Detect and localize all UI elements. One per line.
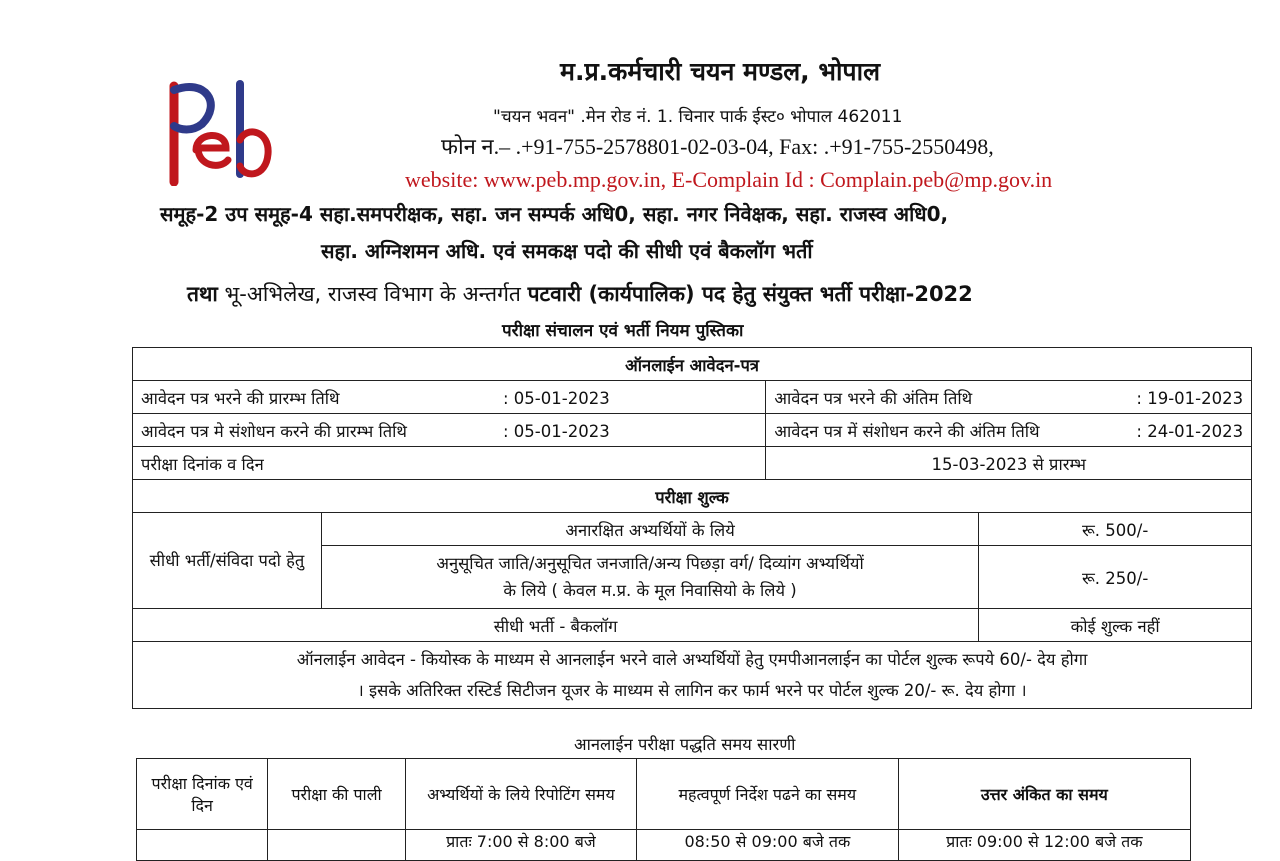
title-line-3-b: भू-अभिलेख, राजस्व विभाग के अन्तर्गत: [217, 282, 528, 306]
fee-row-3-label: सीधी भर्ती - बैकलॉग: [133, 609, 979, 642]
title-line-1: समूह-2 उप समूह-4 सहा.समपरीक्षक, सहा. जन सम्पर्क अधि0, सहा. नगर निवेक्षक, सहा. राजस्व अधि0,: [160, 202, 949, 226]
form-last-label: आवेदन पत्र भरने की अंतिम तिथि: [774, 388, 973, 408]
org-website[interactable]: website: www.peb.mp.gov.in, E-Complain Id : Complain.peb@mp.gov.in: [405, 167, 1053, 192]
form-last-value: : 19-01-2023: [1136, 388, 1244, 408]
peb-logo: [162, 74, 274, 186]
edit-start-label: आवेदन पत्र मे संशोधन करने की प्रारम्भ तिथि: [141, 421, 407, 441]
schedule-col-reporting: अभ्यर्थियों के लिये रिपोटिंग समय: [405, 759, 636, 830]
schedule-heading: आनलाईन परीक्षा पद्धति समय सारणी: [574, 735, 796, 754]
schedule-col-answer: उत्तर अंकित का समय: [898, 759, 1190, 830]
form-start-label: आवेदन पत्र भरने की प्रारम्भ तिथि: [141, 388, 340, 408]
schedule-cell: [268, 830, 405, 861]
fee-note-a: ऑनलाईन आवेदन - कियोस्क के माध्यम से आनलाईन भरने वाले अभ्यर्थियों हेतु एमपीआनलाईन का पोर्टल शुल्क रूपये 60/- देय होगा: [296, 650, 1088, 669]
fee-row-2-label: [322, 546, 979, 609]
form-start-value: : 05-01-2023: [503, 388, 610, 408]
org-name: म.प्र.कर्मचारी चयन मण्डल, भोपाल: [560, 57, 881, 86]
schedule-cell: 08:50 से 09:00 बजे तक: [636, 830, 898, 861]
fee-category: सीधी भर्ती/संविदा पदो हेतु: [133, 513, 322, 609]
online-form-heading: ऑनलाईन आवेदन-पत्र: [133, 348, 1252, 381]
title-line-3-c: पटवारी (कार्यपालिक) पद हेतु संयुक्त भर्ती परीक्षा-2022: [527, 282, 973, 306]
title-line-3: [187, 280, 973, 308]
schedule-table: [136, 758, 1191, 861]
schedule-cell: प्रातः 09:00 से 12:00 बजे तक: [898, 830, 1190, 861]
fee-row-1-value: रू. 500/-: [979, 513, 1252, 546]
document-subtitle: परीक्षा संचालन एवं भर्ती नियम पुस्तिका: [502, 321, 744, 341]
edit-last-value: : 24-01-2023: [1136, 421, 1244, 441]
schedule-col-instructions: महत्वपूर्ण निर्देश पढने का समय: [636, 759, 898, 830]
fee-note: [133, 642, 1252, 709]
fee-row-2-label-b: के लिये ( केवल म.प्र. के मूल निवासियो के लिये ): [503, 581, 797, 600]
title-line-3-a: तथा: [187, 282, 218, 306]
application-fee-table: [132, 347, 1252, 709]
form-last-cell: [766, 381, 1252, 414]
fee-note-b: । इसके अतिरिक्त रस्टिर्ड सिटीजन यूजर के माध्यम से लागिन कर फार्म भरने पर पोर्टल शुल्क 20/- रू. देय होगा ।: [357, 681, 1027, 700]
schedule-col-date: परीक्षा दिनांक एवं दिन: [137, 759, 268, 830]
fee-heading: परीक्षा शुल्क: [133, 480, 1252, 513]
form-start-cell: [133, 381, 766, 414]
schedule-cell: [137, 830, 268, 861]
exam-date-label: परीक्षा दिनांक व दिन: [133, 447, 766, 480]
schedule-col-shift: परीक्षा की पाली: [268, 759, 405, 830]
fee-row-3-value: कोई शुल्क नहीं: [979, 609, 1252, 642]
fee-row-2-value: रू. 250/-: [979, 546, 1252, 609]
schedule-cell: प्रातः 7:00 से 8:00 बजे: [405, 830, 636, 861]
edit-start-cell: [133, 414, 766, 447]
fee-row-2-label-a: अनुसूचित जाति/अनुसूचित जनजाति/अन्य पिछड़ा वर्ग/ दिव्यांग अभ्यर्थियों: [436, 554, 864, 573]
exam-date-value: 15-03-2023 से प्रारम्भ: [766, 447, 1252, 480]
fee-row-1-label: अनारक्षित अभ्यर्थियों के लिये: [322, 513, 979, 546]
org-address: "चयन भवन" .मेन रोड नं. 1. चिनार पार्क ईस्ट० भोपाल 462011: [493, 107, 903, 127]
edit-last-label: आवेदन पत्र में संशोधन करने की अंतिम तिथि: [774, 421, 1040, 441]
org-phone: फोन न.– .+91-755-2578801-02-03-04, Fax: .+91-755-2550498,: [441, 134, 994, 159]
title-line-2: सहा. अग्निशमन अधि. एवं समकक्ष पदो की सीधी एवं बैकलॉग भर्ती: [321, 239, 813, 263]
edit-last-cell: [766, 414, 1252, 447]
edit-start-value: : 05-01-2023: [503, 421, 610, 441]
